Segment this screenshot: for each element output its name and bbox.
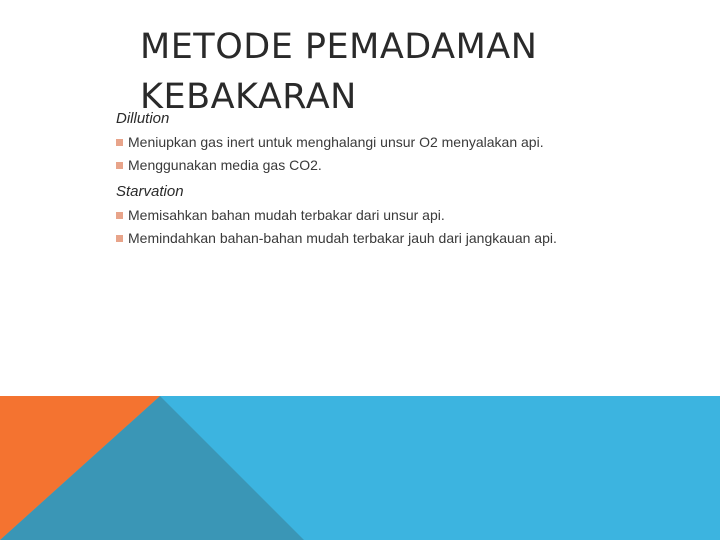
bullet-text: Memindahkan bahan-bahan mudah terbakar jauh dari jangkauan api. bbox=[128, 230, 557, 246]
section-heading: Dillution bbox=[116, 110, 170, 127]
decorative-footer bbox=[0, 396, 720, 540]
section-heading: Starvation bbox=[116, 183, 184, 200]
square-bullet-icon bbox=[116, 235, 123, 242]
bullet-list bbox=[116, 131, 696, 177]
title-line-1: METODE PEMADAMAN bbox=[140, 27, 538, 67]
bullet-text: Memisahkan bahan mudah terbakar dari unsur api. bbox=[128, 207, 445, 223]
bullet-item bbox=[116, 227, 696, 250]
bullet-item bbox=[116, 131, 696, 154]
slide-title bbox=[140, 22, 537, 122]
square-bullet-icon bbox=[116, 212, 123, 219]
square-bullet-icon bbox=[116, 139, 123, 146]
bullet-item bbox=[116, 154, 696, 177]
square-bullet-icon bbox=[116, 162, 123, 169]
title-line-2: KEBAKARAN bbox=[140, 77, 357, 117]
section-dillution bbox=[116, 110, 696, 177]
bullet-text: Menggunakan media gas CO2. bbox=[128, 157, 322, 173]
bullet-list bbox=[116, 204, 696, 250]
section-starvation bbox=[116, 183, 696, 250]
bullet-text: Meniupkan gas inert untuk menghalangi unsur O2 menyalakan api. bbox=[128, 134, 544, 150]
slide-content bbox=[116, 110, 696, 256]
bullet-item bbox=[116, 204, 696, 227]
